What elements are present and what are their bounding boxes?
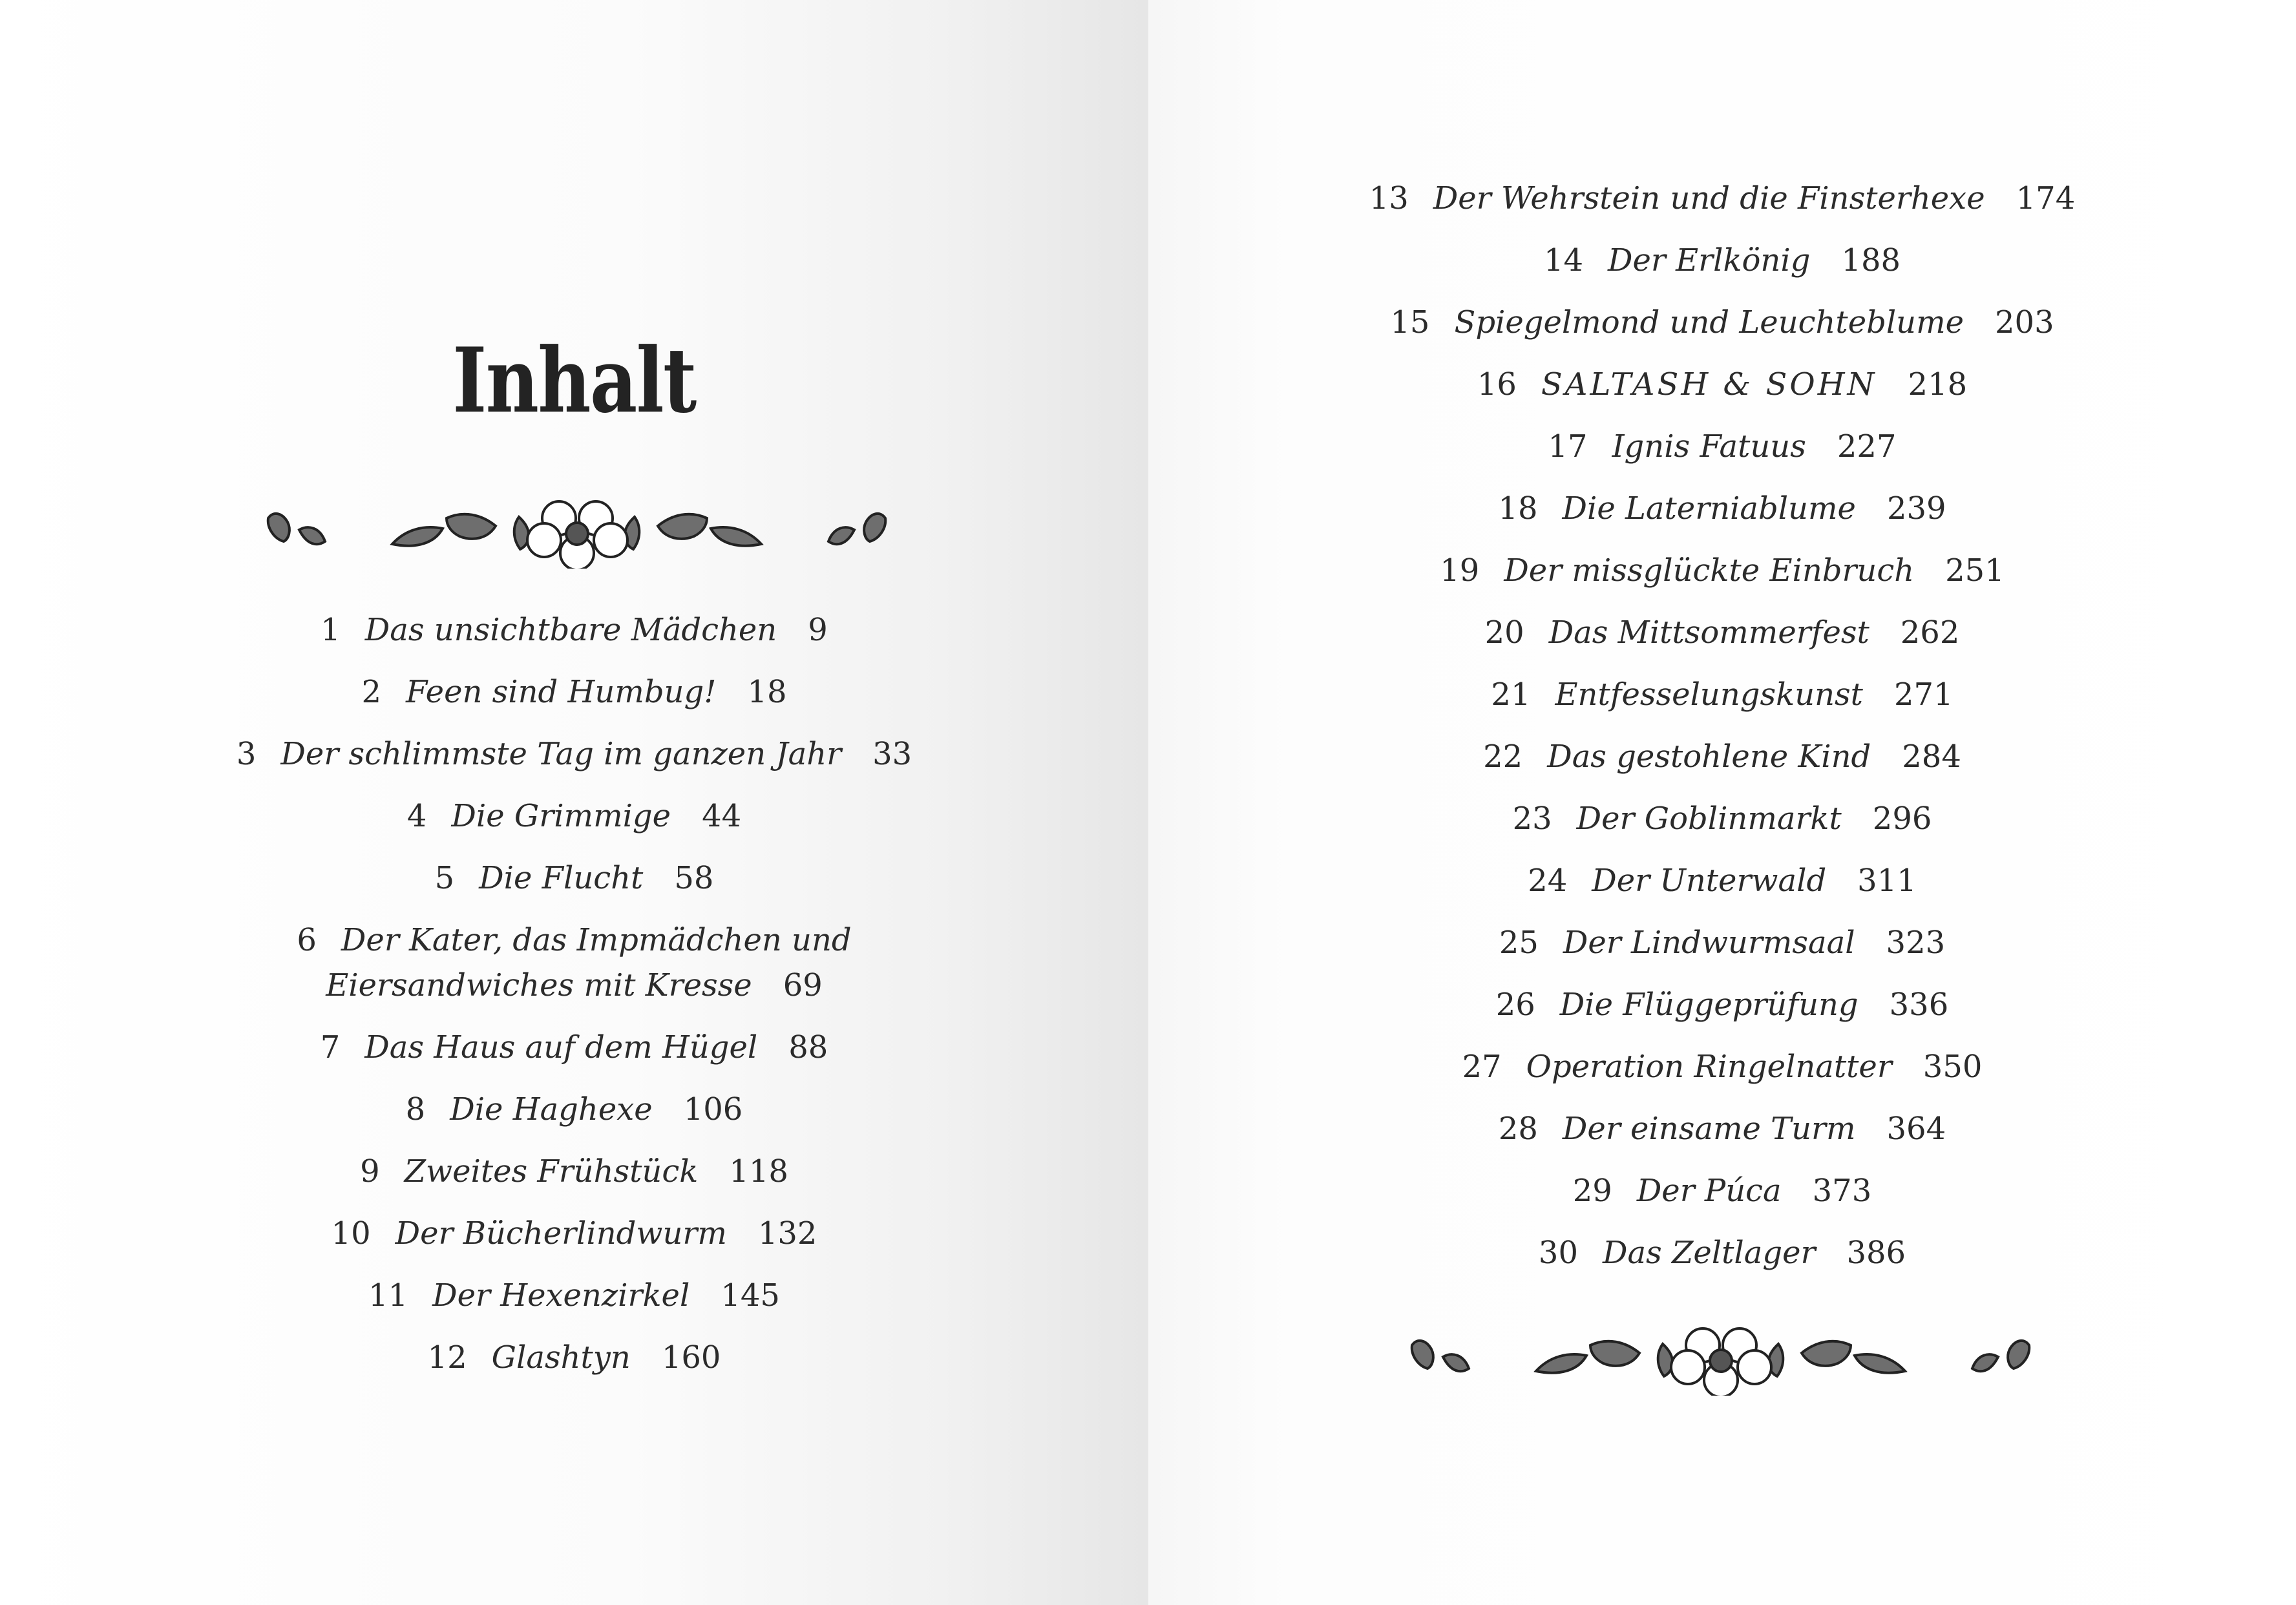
chapter-title: Spiegelmond und Leuchteblume — [1454, 304, 1964, 341]
toc-entry — [1148, 548, 2296, 593]
chapter-title: Das Zeltlager — [1603, 1235, 1816, 1271]
chapter-title: Ignis Fatuus — [1612, 428, 1806, 465]
page-number: 188 — [1841, 242, 1901, 278]
page-number: 203 — [1995, 304, 2054, 341]
chapter-number: 1 — [321, 612, 341, 648]
page-number: 132 — [757, 1215, 817, 1252]
chapter-number: 7 — [320, 1029, 341, 1065]
page-number: 88 — [788, 1029, 828, 1065]
toc-entry — [1148, 1230, 2296, 1275]
chapter-title: Der Bücherlindwurm — [395, 1215, 727, 1252]
page-number: 296 — [1872, 801, 1932, 837]
toc-entry — [0, 1025, 1148, 1070]
chapter-number: 21 — [1491, 677, 1531, 713]
page-number: 271 — [1893, 677, 1954, 713]
page-number: 18 — [747, 674, 787, 710]
chapter-title: Entfesselungskunst — [1555, 677, 1863, 713]
chapter-title: Der Lindwurmsaal — [1563, 925, 1855, 961]
page-number: 350 — [1922, 1049, 1983, 1085]
toc-entry — [0, 1273, 1148, 1318]
chapter-number: 6 — [297, 922, 317, 958]
page-number: 69 — [783, 967, 823, 1003]
chapter-number: 2 — [361, 674, 381, 710]
chapter-title-line1: Der Kater, das Impmädchen und — [341, 922, 852, 958]
chapter-number: 20 — [1484, 614, 1524, 651]
page-number: 227 — [1837, 428, 1897, 465]
chapter-number: 4 — [406, 798, 427, 834]
toc-entry — [1148, 238, 2296, 283]
chapter-title: Der Unterwald — [1592, 863, 1827, 899]
page-number: 33 — [872, 736, 912, 772]
page-number: 373 — [1812, 1173, 1872, 1209]
chapter-title: Der Wehrstein und die Finsterhexe — [1433, 180, 1985, 216]
chapter-title: Die Laterniablume — [1562, 490, 1856, 527]
toc-entry — [1148, 176, 2296, 221]
chapter-number: 8 — [405, 1091, 426, 1128]
toc-right-column — [1148, 176, 2296, 1292]
toc-entry — [1148, 610, 2296, 655]
toc-entry — [1148, 424, 2296, 469]
chapter-title: Der einsame Turm — [1562, 1111, 1856, 1147]
toc-left-column — [0, 607, 1148, 1397]
page-number: 118 — [729, 1153, 788, 1190]
page-number: 9 — [808, 612, 828, 648]
chapter-title: Der Púca — [1636, 1173, 1782, 1209]
toc-entry — [1148, 734, 2296, 779]
page-number: 44 — [702, 798, 742, 834]
toc-entry — [1148, 300, 2296, 345]
chapter-title: Der Hexenzirkel — [432, 1277, 690, 1314]
chapter-number: 23 — [1512, 801, 1552, 837]
chapter-title: Der Erlkönig — [1608, 242, 1811, 278]
toc-entry — [0, 1335, 1148, 1380]
toc-entry — [1148, 672, 2296, 717]
toc-entry — [1148, 486, 2296, 531]
chapter-title: Operation Ringelnatter — [1526, 1049, 1892, 1085]
chapter-number: 19 — [1440, 552, 1480, 589]
chapter-number: 17 — [1548, 428, 1588, 465]
chapter-number: 25 — [1499, 925, 1539, 961]
page-number: 311 — [1857, 863, 1917, 899]
chapter-number: 27 — [1462, 1049, 1502, 1085]
toc-entry — [0, 1087, 1148, 1132]
chapter-number: 28 — [1498, 1111, 1538, 1147]
toc-entry — [1148, 920, 2296, 965]
toc-entry — [1148, 362, 2296, 407]
toc-entry — [1148, 1044, 2296, 1089]
toc-entry — [0, 855, 1148, 901]
page-number: 106 — [683, 1091, 743, 1128]
toc-entry — [0, 607, 1148, 653]
chapter-number: 22 — [1483, 739, 1523, 775]
page-number: 323 — [1886, 925, 1946, 961]
chapter-number: 16 — [1477, 366, 1517, 403]
page-number: 386 — [1846, 1235, 1906, 1271]
chapter-title: Die Flüggeprüfung — [1559, 987, 1859, 1023]
chapter-title: SALTASH & SOHN — [1541, 366, 1877, 403]
toc-entry — [0, 918, 1148, 1008]
toc-entry — [0, 1211, 1148, 1256]
chapter-number: 18 — [1498, 490, 1538, 527]
toc-entry — [0, 731, 1148, 777]
chapter-number: 30 — [1538, 1235, 1578, 1271]
chapter-title: Die Haghexe — [450, 1091, 653, 1128]
chapter-number: 14 — [1543, 242, 1584, 278]
page-number: 251 — [1945, 552, 2005, 589]
toc-entry — [0, 1149, 1148, 1194]
page-number: 218 — [1908, 366, 1968, 403]
chapter-number: 11 — [368, 1277, 408, 1314]
page-number: 364 — [1886, 1111, 1946, 1147]
toc-entry — [1148, 982, 2296, 1027]
chapter-title-line2: Eiersandwiches mit Kresse — [326, 967, 752, 1003]
toc-entry — [1148, 1106, 2296, 1151]
toc-entry — [0, 669, 1148, 715]
chapter-number: 10 — [331, 1215, 371, 1252]
chapter-title: Das gestohlene Kind — [1547, 739, 1871, 775]
floral-vine-ornament-icon — [255, 485, 898, 569]
chapter-number: 13 — [1369, 180, 1409, 216]
chapter-title: Das Haus auf dem Hügel — [364, 1029, 758, 1065]
chapter-number: 24 — [1528, 863, 1568, 899]
chapter-title: Glashtyn — [491, 1339, 631, 1376]
chapter-title: Zweites Frühstück — [404, 1153, 699, 1190]
page-number: 174 — [2016, 180, 2076, 216]
chapter-number: 15 — [1390, 304, 1430, 341]
chapter-number: 5 — [434, 860, 455, 896]
page-number: 336 — [1889, 987, 1949, 1023]
chapter-title: Der missglückte Einbruch — [1504, 552, 1915, 589]
chapter-title: Das unsichtbare Mädchen — [364, 612, 777, 648]
toc-entry — [0, 793, 1148, 839]
chapter-number: 9 — [360, 1153, 380, 1190]
chapter-number: 29 — [1572, 1173, 1612, 1209]
page-number: 239 — [1886, 490, 1946, 527]
chapter-title: Der schlimmste Tag im ganzen Jahr — [280, 736, 842, 772]
chapter-title: Das Mittsommerfest — [1548, 614, 1869, 651]
floral-vine-ornament-icon — [1399, 1312, 2042, 1396]
chapter-title: Die Grimmige — [451, 798, 671, 834]
chapter-title: Die Flucht — [479, 860, 644, 896]
toc-entry — [1148, 1168, 2296, 1213]
chapter-title: Feen sind Humbug! — [405, 674, 717, 710]
page-number: 262 — [1900, 614, 1960, 651]
page-number: 58 — [674, 860, 714, 896]
chapter-number: 26 — [1495, 987, 1535, 1023]
page-number: 160 — [661, 1339, 721, 1376]
chapter-number: 3 — [236, 736, 257, 772]
toc-entry — [1148, 858, 2296, 903]
page-number: 145 — [721, 1277, 780, 1314]
page-number: 284 — [1902, 739, 1961, 775]
chapter-title: Der Goblinmarkt — [1576, 801, 1842, 837]
toc-entry — [1148, 796, 2296, 841]
chapter-number: 12 — [427, 1339, 467, 1376]
page-title: Inhalt — [452, 328, 696, 433]
